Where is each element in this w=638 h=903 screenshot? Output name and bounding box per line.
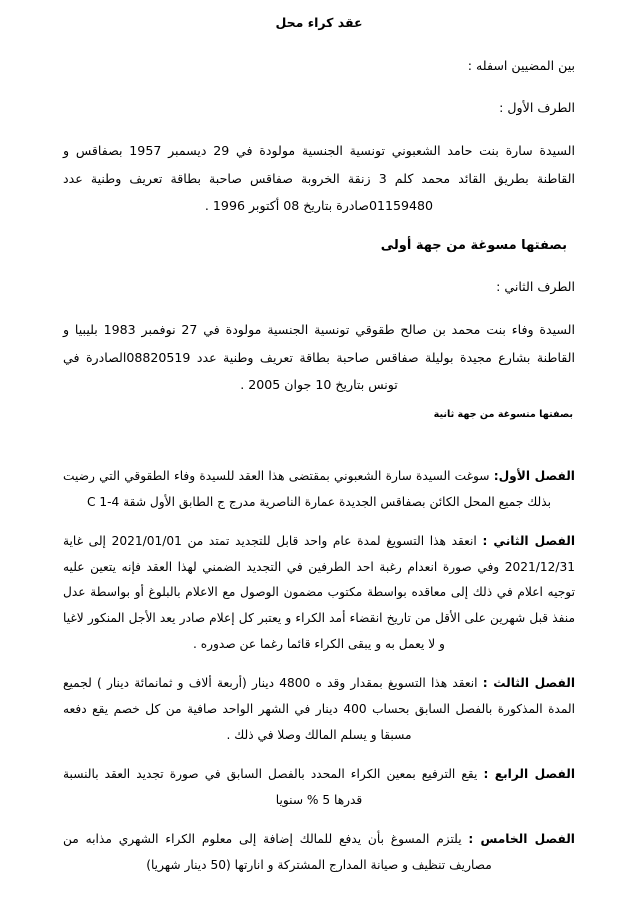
spacer (63, 309, 575, 316)
article-3-text: انعقد هذا التسويغ بمقدار وقد ه 4800 دينار (أربعة ألاف و ثمانمائة دينار ) لجميع المدة المذكورة بالفصل السابق بحساب 400 دينار في الشهر الواحد صافية من كل خصم يقع دفعه مسبقا و يسلم المالك وصلا في ذلك . (63, 676, 575, 742)
article-4-label: الفصل الرابع : (483, 767, 575, 782)
article-1-label: الفصل الأول: (493, 468, 575, 483)
spacer (63, 259, 575, 274)
article-5 (63, 827, 575, 878)
article-3-label: الفصل الثالث : (482, 676, 575, 691)
article-3 (63, 671, 575, 748)
party-one-capacity: بصفتها مسوغة من جهة أولى (380, 238, 567, 254)
spacer (63, 424, 575, 464)
article-4 (63, 762, 575, 813)
page-title: عقد كراء محل (275, 15, 363, 30)
party-one-details: السيدة سارة بنت حامد الشعبوني تونسية الجنسية مولودة في 29 ديسمبر 1957 بصفاقس و القاطنة بطريق القائد محمد كلم 3 زنقة الخروبة صفاقس صاحبة بطاقة تعريف وطنية عدد 01159480صادرة بتاريخ 08 أكتوبر 1996 . (63, 143, 575, 214)
party-one-heading: الطرف الأول : (499, 99, 575, 115)
spacer (63, 88, 575, 95)
article-1 (63, 464, 575, 515)
article-5-label: الفصل الخامس : (468, 832, 575, 847)
article-1-text: سوغت السيدة سارة الشعبوني بمقتضى هذا العقد للسيدة وفاء الطقوقي التي رضيت بذلك جميع المحل الكائن بصفاقس الجديدة عمارة الناصرية مدرج ج الطابق الأول شقة 4-1 C (63, 468, 552, 509)
document-body (63, 14, 575, 893)
party-two-heading: الطرف الثاني : (496, 279, 575, 295)
party-two-details: السيدة وفاء بنت محمد بن صالح طقوقي تونسية الجنسية مولودة في 27 نوفمبر 1983 بليبيا و القاطنة بشارع مجيدة بوليلة صفاقس صاحبة بطاقة تعريف وطنية عدد 08820519الصادرة في تونس بتاريخ 10 جوان 2005 . (63, 322, 575, 393)
article-5-text: يلتزم المسوغ بأن يدفع للمالك إضافة إلى معلوم الكراء الشهري مذابه من مصاريف تنظيف و صيانة المدارج المشتركة و انارتها (50 دينار شهريا) (63, 832, 492, 873)
article-4-text: يقع الترفيع بمعين الكراء المحدد بالفصل السابق في صورة تجديد العقد بالنسبة قدرها 5 % سنويا (63, 767, 484, 807)
spacer (63, 219, 575, 234)
intro-line: بين المضيين اسفله : (467, 57, 575, 73)
spacer (63, 399, 575, 406)
article-2 (63, 529, 575, 657)
party-two-capacity: بصفتها متسوغة من جهة ثانية (433, 408, 573, 420)
spacer (63, 130, 575, 137)
article-2-label: الفصل الثاني : (482, 534, 576, 549)
article-2-text: انعقد هذا التسويغ لمدة عام واحد قابل للتجديد تمتد من 2021/01/01 إلى غاية 2021/12/31 وفي صورة انعدام رغبة احد الطرفين في التجديد الضمني لهذا العقد فإنه يتعين عليه توجيه اعلام في ذلك إلى معاقده بواسطة مكتوب مضمون الوصول مع الاعلام بالبلوغ أو بواسطة عدل منفذ قبل شهرين على الأقل من تاريخ انقضاء أمد الكراء و يعتبر كل إعلام صادر يعد الأجل المنكور لاغيا و لا يعمل به و يبقى الكراء قائما رغما عن صدوره . (63, 534, 575, 651)
